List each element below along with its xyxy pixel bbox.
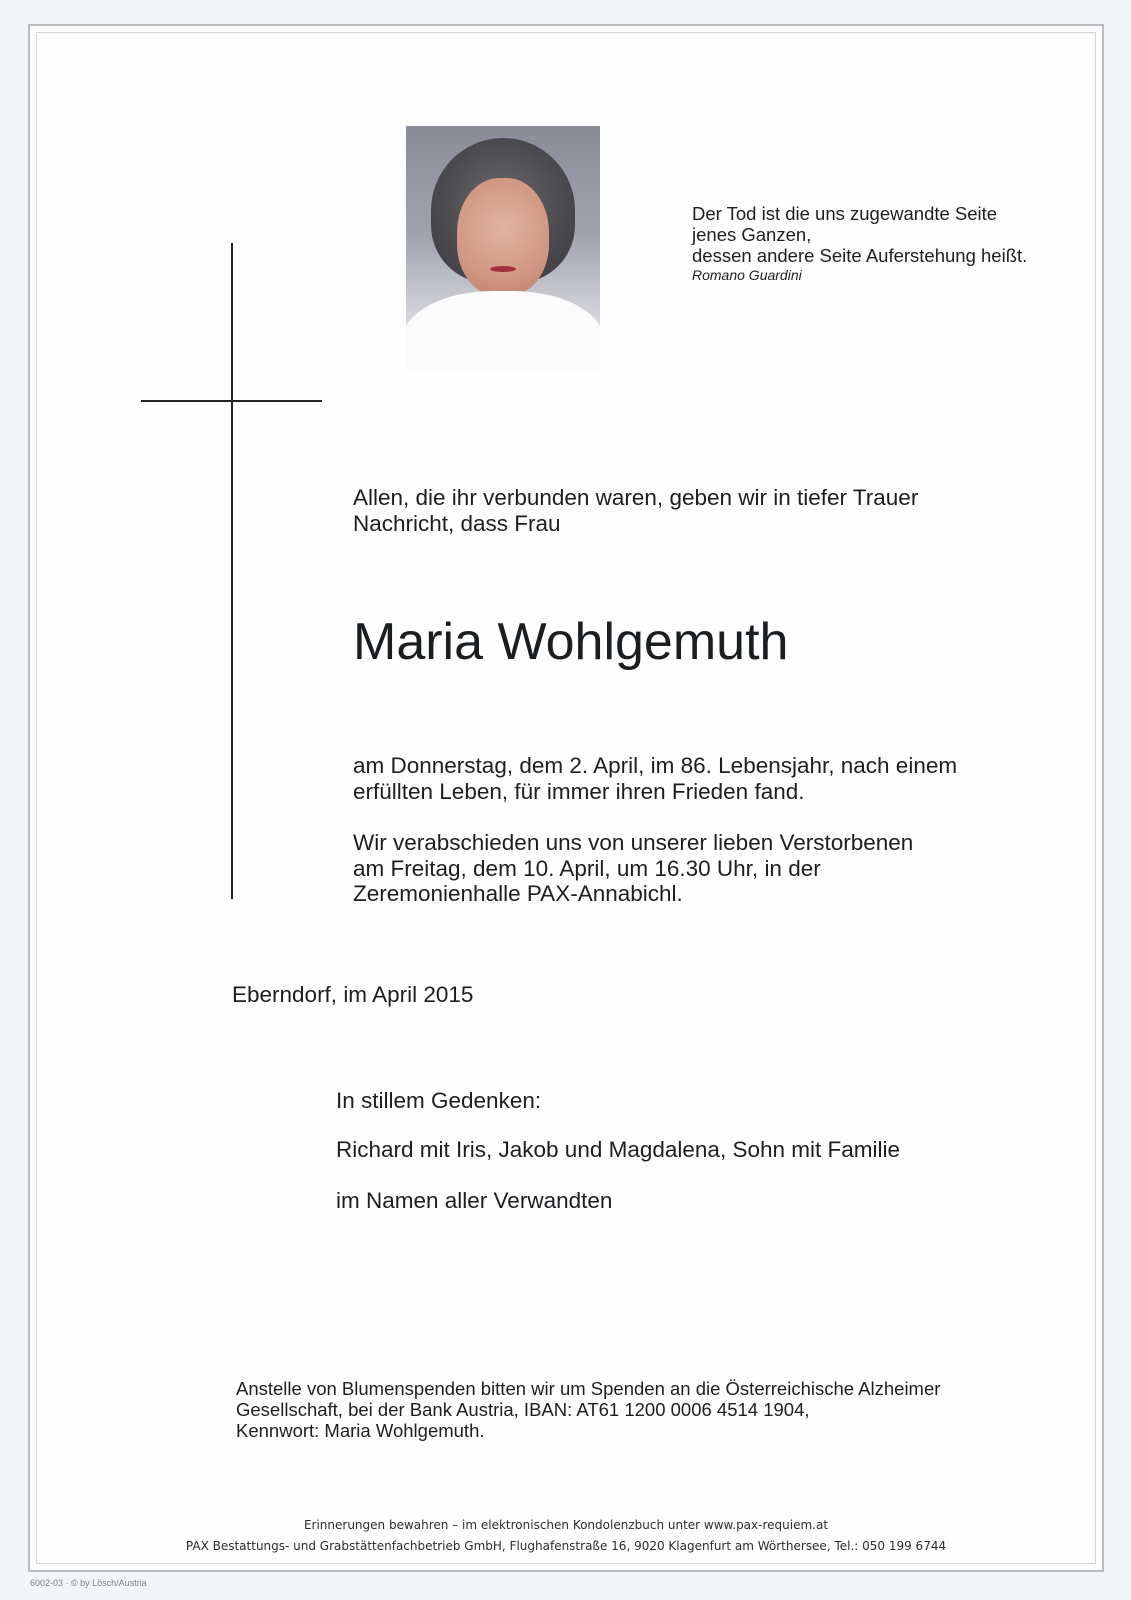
announcement-line: Nachricht, dass Frau bbox=[353, 510, 561, 536]
cross-horizontal-bar bbox=[141, 400, 322, 402]
farewell-line: Zeremonienhalle PAX-Annabichl. bbox=[353, 881, 683, 906]
death-notice-text bbox=[353, 753, 957, 804]
portrait-clothing bbox=[406, 291, 600, 371]
deceased-name: Maria Wohlgemuth bbox=[353, 613, 789, 671]
portrait-lips bbox=[490, 266, 516, 272]
mourners-heading bbox=[336, 1088, 541, 1114]
donation-line: Gesellschaft, bei der Bank Austria, IBAN: AT61 1200 0006 4514 1904, bbox=[236, 1399, 810, 1420]
announcement-line: Allen, die ihr verbunden waren, geben wir in tiefer Trauer bbox=[353, 485, 919, 510]
footer-condolence-line: Erinnerungen bewahren – im elektronischen Kondolenzbuch unter www.pax-requiem.at bbox=[303, 1518, 829, 1532]
donation-line: Kennwort: Maria Wohlgemuth. bbox=[236, 1420, 485, 1441]
mourners-family-text: Richard mit Iris, Jakob und Magdalena, Sohn mit Familie bbox=[336, 1137, 900, 1162]
death-notice-line: erfüllten Leben, für immer ihren Frieden fand. bbox=[353, 778, 805, 804]
print-code: 6002-03 · © by Lösch/Austria bbox=[30, 1578, 147, 1588]
donation-text bbox=[236, 1378, 940, 1441]
death-notice-line: am Donnerstag, dem 2. April, im 86. Lebensjahr, nach einem bbox=[353, 753, 958, 778]
quote-author: Romano Guardini bbox=[692, 267, 802, 283]
mourners-heading-text: In stillem Gedenken: bbox=[336, 1088, 542, 1113]
portrait-face bbox=[457, 178, 549, 296]
footer-company-line: PAX Bestattungs- und Grabstättenfachbetrieb GmbH, Flughafenstraße 16, 9020 Klagenfurt am Wörthersee, Tel.: 050 199 6744 bbox=[185, 1539, 947, 1553]
mourners-relatives-text: im Namen aller Verwandten bbox=[336, 1188, 613, 1213]
farewell-line: am Freitag, dem 10. April, um 16.30 Uhr, in der bbox=[353, 855, 821, 881]
portrait-photo bbox=[406, 126, 600, 371]
quote-block bbox=[692, 203, 1027, 284]
mourners-relatives bbox=[336, 1188, 612, 1214]
place-date bbox=[232, 982, 473, 1008]
announcement-text bbox=[353, 485, 918, 536]
cross-vertical-bar bbox=[231, 243, 233, 899]
farewell-line: Wir verabschieden uns von unserer lieben Verstorbenen bbox=[353, 830, 914, 855]
donation-line: Anstelle von Blumenspenden bitten wir um Spenden an die Österreichische Alzheimer bbox=[236, 1378, 941, 1399]
quote-line: Der Tod ist die uns zugewandte Seite bbox=[692, 203, 998, 224]
place-date-text: Eberndorf, im April 2015 bbox=[232, 982, 474, 1007]
mourners-family bbox=[336, 1137, 900, 1163]
farewell-text bbox=[353, 830, 913, 907]
quote-line: jenes Ganzen, bbox=[692, 224, 812, 245]
quote-line: dessen andere Seite Auferstehung heißt. bbox=[692, 245, 1028, 266]
